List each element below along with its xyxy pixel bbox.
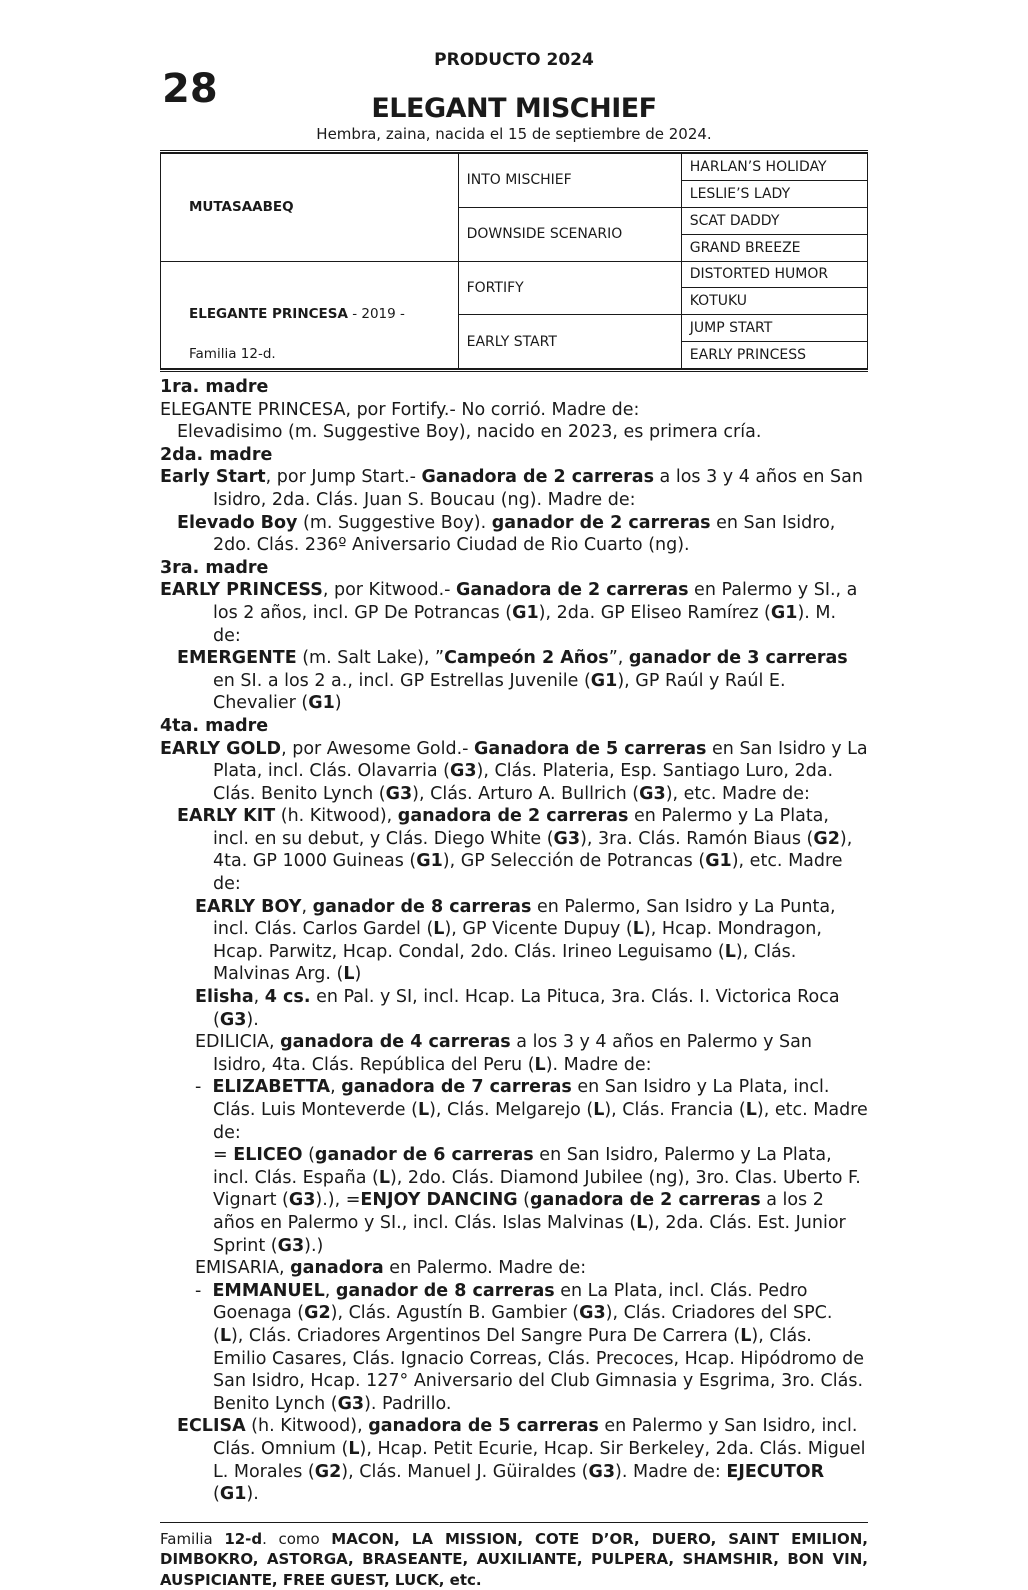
g3-4: GRAND BREEZE <box>681 234 867 261</box>
catalog-page <box>160 48 868 1590</box>
section-heading-madre3: 3ra. madre <box>160 557 269 578</box>
edilicia-entry: EDILICIA, ganadora de 4 carreras a los 3 y 4 años en Palermo y San Isidro, 4ta. Clás. República del Peru (L). Madre de: <box>195 1032 812 1075</box>
dam-year: - 2019 - <box>347 305 405 322</box>
madre1-line: ELEGANTE PRINCESA, por Fortify.- No corrió. Madre de: <box>160 399 640 420</box>
dam-sire-cell: FORTIFY <box>458 261 681 315</box>
eliceo-entry: = ELICEO (ganador de 6 carreras en San Isidro, Palermo y La Plata, incl. Clás. España (L), 2do. Clás. Diamond Jubilee (ng), 3ro. Clas. Uberto F. Vignart (G3).), =ENJOY DANCING (ganadora de 2 carreras a los 2 años en Palermo y SI., incl. Clás. Islas Malvinas (L), 2da. Clás. Est. Junior Sprint (G3).) <box>213 1145 861 1256</box>
madre2-produce: Elevado Boy (m. Suggestive Boy). ganador de 2 carreras en San Isidro, 2do. Clás. 236º Aniversario Ciudad de Rio Cuarto (ng). <box>177 512 836 556</box>
early-boy-entry: EARLY BOY, ganador de 8 carreras en Palermo, San Isidro y La Punta, incl. Clás. Carlos Gardel (L), GP Vicente Dupuy (L), Hcap. Mondragon, Hcap. Parwitz, Hcap. Condal, 2do. Clás. Irineo Leguisamo (L), Clás. Malvinas Arg. (L) <box>195 896 836 985</box>
lot-number: 28 <box>162 66 218 112</box>
madre2-line: Early Start, por Jump Start.- Ganadora de 2 carreras a los 3 y 4 años en San Isidro, 2da. Clás. Juan S. Boucau (ng). Madre de: <box>160 467 863 510</box>
footer-divider <box>160 1522 868 1523</box>
horse-name: ELEGANT MISCHIEF <box>371 93 657 124</box>
section-heading-madre2: 2da. madre <box>160 444 273 465</box>
g3-3: SCAT DADDY <box>681 207 867 234</box>
sire-sire-cell: INTO MISCHIEF <box>458 154 681 208</box>
footer-mid: . como <box>262 1529 332 1548</box>
madre4-line: EARLY GOLD, por Awesome Gold.- Ganadora de 5 carreras en San Isidro y La Plata, incl. Clás. Olavarria (G3), Clás. Plateria, Esp. Santiago Luro, 2da. Clás. Benito Lynch (G3), Clás. Arturo A. Bullrich (G3), etc. Madre de: <box>160 738 868 804</box>
early-kit-entry: EARLY KIT (h. Kitwood), ganadora de 2 carreras en Palermo y La Plata, incl. en su debut, y Clás. Diego White (G3), 3ra. Clás. Ramón Biaus (G2), 4ta. GP 1000 Guineas (G1), GP Selección de Potrancas (G1), etc. Madre de: <box>177 806 853 895</box>
madre3-line: EARLY PRINCESS, por Kitwood.- Ganadora de 2 carreras en Palermo y SI., a los 2 años, incl. GP De Potrancas (G1), 2da. GP Eliseo Ramírez (G1). M. de: <box>160 580 858 646</box>
produce-record <box>160 376 868 1506</box>
elisha-entry: Elisha, 4 cs. en Pal. y SI, incl. Hcap. La Pituca, 3ra. Clás. I. Victorica Roca (G3). <box>195 987 840 1030</box>
elizabetta-entry: - ELIZABETTA, ganadora de 7 carreras en San Isidro y La Plata, incl. Clás. Luis Monteverde (L), Clás. Melgarejo (L), Clás. Francia (L), etc. Madre de: <box>195 1077 868 1143</box>
madre1-produce: Elevadisimo (m. Suggestive Boy), nacido en 2023, es primera cría. <box>177 422 762 443</box>
sire-name: MUTASAABEQ <box>189 199 294 216</box>
emmanuel-entry: - EMMANUEL, ganador de 8 carreras en La Plata, incl. Clás. Pedro Goenaga (G2), Clás. Agustín B. Gambier (G3), Clás. Criadores del SPC. (L), Clás. Criadores Argentinos Del Sangre Pura De Carrera (L), Clás. Emilio Casares, Clás. Ignacio Correas, Clás. Precoces, Hcap. Hipódromo de San Isidro, Hcap. 127° Aniversario del Club Gimnasia y Esgrima, 3ro. Clás. Benito Lynch (G3). Padrillo. <box>195 1280 865 1414</box>
footer-names: MACON, LA MISSION, COTE D’OR, DUERO, SAINT EMILION, DIMBOKRO, ASTORGA, BRASEANTE, AUXILIANTE, PULPERA, SHAMSHIR, BON VIN, AUSPICIANTE, FREE GUEST, LUCK, etc. <box>160 1529 868 1589</box>
emisaria-entry: EMISARIA, ganadora en Palermo. Madre de: <box>195 1258 587 1279</box>
sire-cell <box>161 154 459 262</box>
g3-6: KOTUKU <box>681 288 867 315</box>
producto-heading: PRODUCTO 2024 <box>434 50 594 70</box>
sire-dam-cell: DOWNSIDE SCENARIO <box>458 207 681 261</box>
g3-7: JUMP START <box>681 315 867 342</box>
footer-familia-code: 12-d <box>224 1529 263 1548</box>
section-heading-madre4: 4ta. madre <box>160 715 269 736</box>
g3-1: HARLAN’S HOLIDAY <box>681 154 867 181</box>
g3-2: LESLIE’S LADY <box>681 180 867 207</box>
footer-prefix: Familia <box>160 1529 225 1548</box>
g3-8: EARLY PRINCESS <box>681 342 867 369</box>
madre3-produce: EMERGENTE (m. Salt Lake), ”Campeón 2 Años”, ganador de 3 carreras en SI. a los 2 a., incl. GP Estrellas Juvenile (G1), GP Raúl y Raúl E. Chevalier (G1) <box>177 648 848 714</box>
eclisa-entry: ECLISA (h. Kitwood), ganadora de 5 carreras en Palermo y San Isidro, incl. Clás. Omnium (L), Hcap. Petit Ecurie, Hcap. Sir Berkeley, 2da. Clás. Miguel L. Morales (G2), Clás. Manuel J. Güiraldes (G3). Madre de: EJECUTOR (G1). <box>177 1416 866 1505</box>
g3-5: DISTORTED HUMOR <box>681 261 867 288</box>
dam-line <box>189 306 405 322</box>
familia-label: Familia 12-d. <box>189 345 276 362</box>
dam-cell <box>161 261 459 369</box>
dam-name: ELEGANTE PRINCESA <box>189 305 348 322</box>
horse-description: Hembra, zaina, nacida el 15 de septiembre de 2024. <box>316 125 712 143</box>
pedigree-table <box>160 150 868 372</box>
familia-footer <box>160 1529 868 1590</box>
section-heading-madre1: 1ra. madre <box>160 377 269 397</box>
dam-dam-cell: EARLY START <box>458 315 681 369</box>
